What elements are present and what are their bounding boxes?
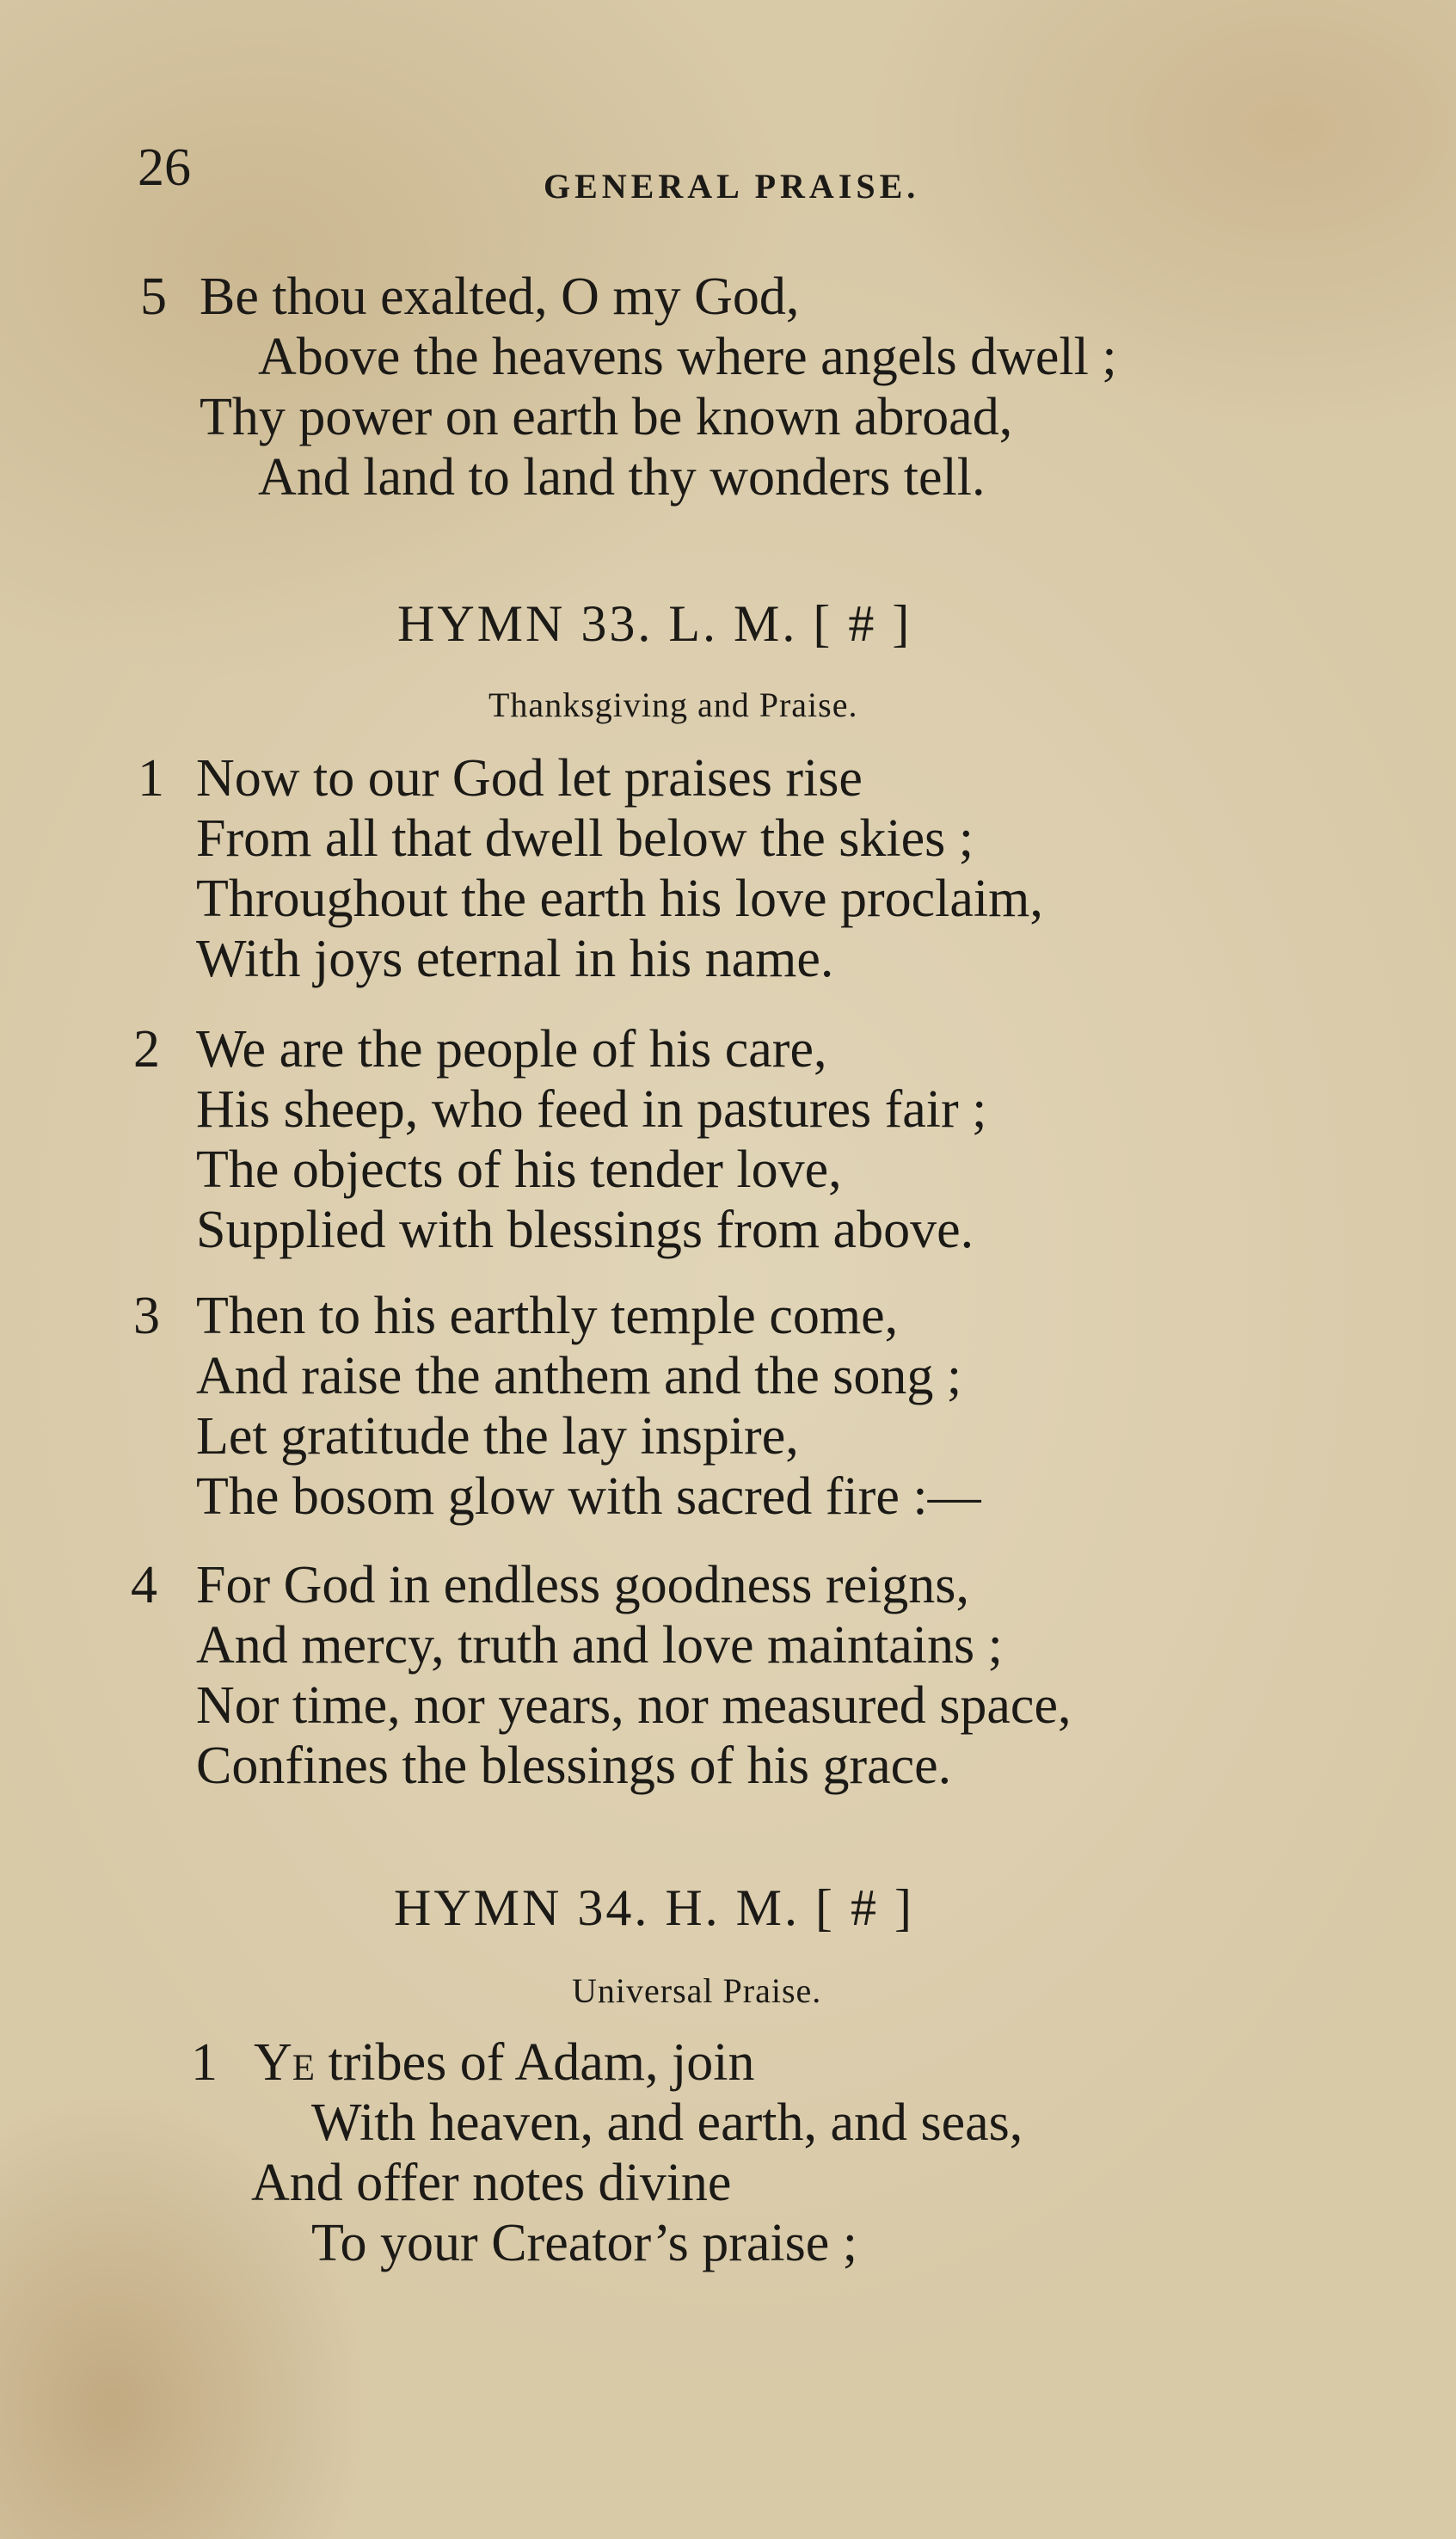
verse-line: And mercy, truth and love maintains ; [196,1616,1003,1675]
hymn-subtitle: Thanksgiving and Praise. [488,685,858,724]
verse-line: With joys eternal in his name. [196,930,834,988]
stanza-number: 5 [140,267,167,326]
verse-line: His sheep, who feed in pastures fair ; [196,1080,987,1139]
verse-line: Thy power on earth be known abroad, [200,388,1013,446]
verse-line: Above the heavens where angels dwell ; [258,328,1117,386]
verse-line: Be thou exalted, O my God, [200,267,800,326]
hymn-title: HYMN 33. L. M. [ # ] [397,595,912,652]
verse-line: For God in endless goodness reigns, [196,1556,969,1614]
stanza-number: 1 [138,749,164,808]
verse-line: Nor time, nor years, nor measured space, [196,1676,1072,1735]
hymn-subtitle: Universal Praise. [572,1971,822,2010]
verse-line: Supplied with blessings from above. [196,1201,974,1259]
verse-line: And raise the anthem and the song ; [196,1347,962,1405]
verse-line: Then to his earthly temple come, [196,1287,899,1345]
stanza-number: 4 [131,1556,157,1614]
verse-line: To your Creator’s praise ; [311,2214,858,2272]
verse-line: Throughout the earth his love proclaim, [196,870,1043,928]
running-head: GENERAL PRAISE. [544,167,920,206]
page-number: 26 [138,138,191,197]
verse-line: The bosom glow with sacred fire :— [196,1467,981,1526]
verse-line: From all that dwell below the skies ; [196,809,974,868]
stanza-number: 2 [133,1020,160,1079]
verse-line [254,2032,755,2093]
verse-line: And offer notes divine [251,2154,732,2212]
first-word: Ye [254,2033,316,2092]
verse-line: With heaven, and earth, and seas, [311,2093,1023,2152]
verse-line: Confines the blessings of his grace. [196,1737,952,1795]
verse-line: And land to land thy wonders tell. [258,448,986,507]
verse-line: Now to our God let praises rise [196,749,863,808]
hymn-title: HYMN 34. H. M. [ # ] [394,1879,914,1936]
verse-line: Let gratitude the lay inspire, [196,1407,799,1466]
verse-line-rest: tribes of Adam, join [315,2033,755,2092]
stanza-number: 3 [133,1287,160,1345]
verse-line: The objects of his tender love, [196,1140,842,1199]
stanza-number: 1 [191,2033,218,2092]
verse-line: We are the people of his care, [196,1020,827,1079]
